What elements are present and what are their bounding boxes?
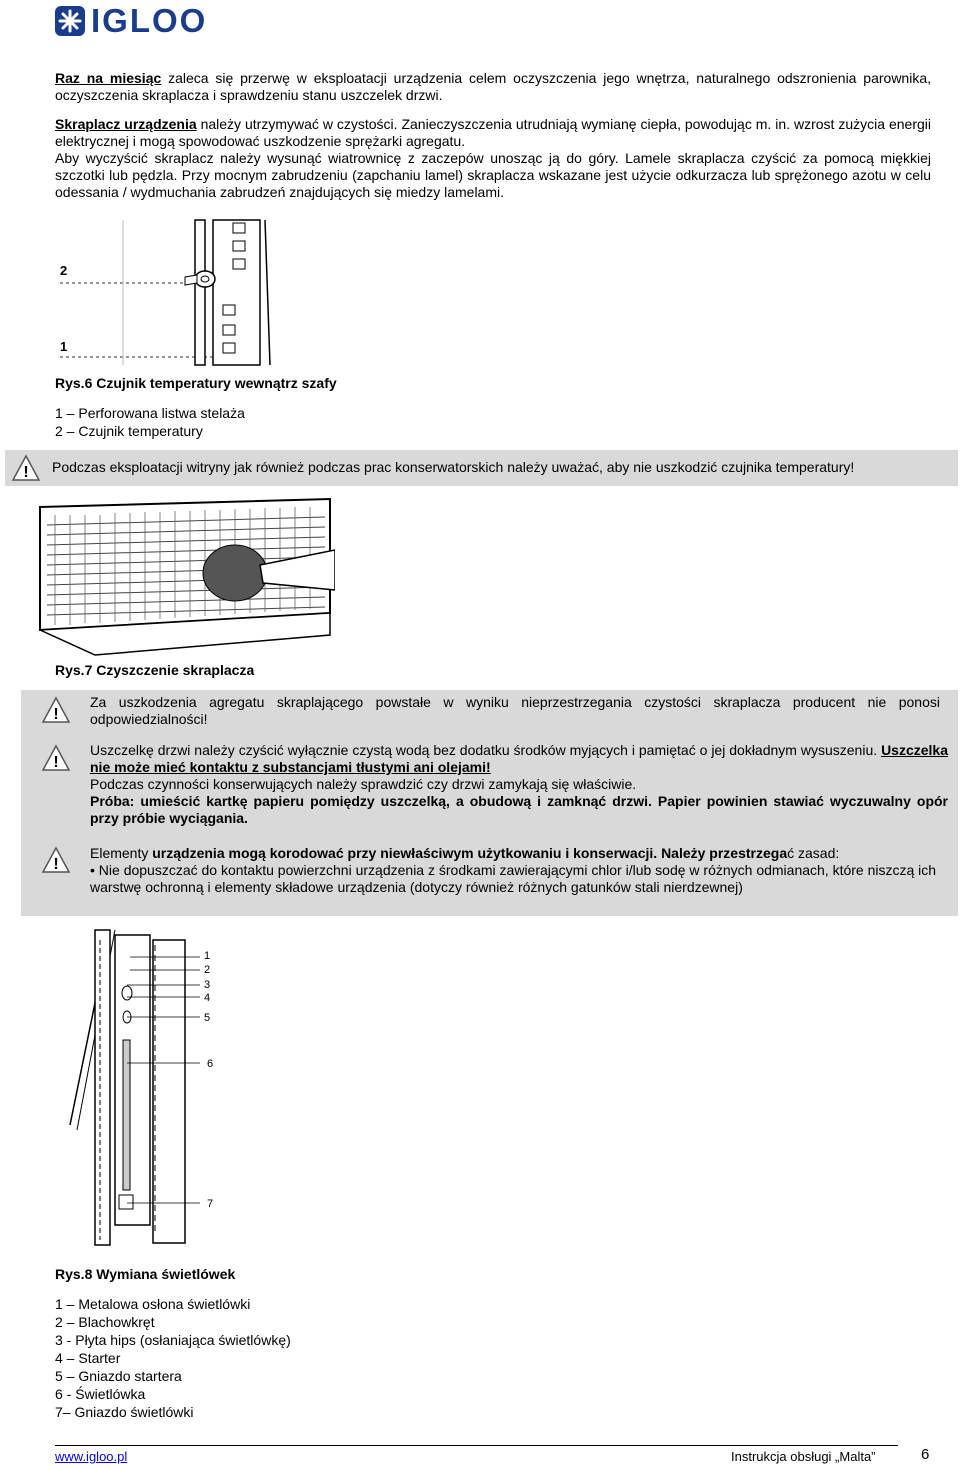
legend-item: 1 – Metalowa osłona świetlówki	[55, 1296, 251, 1312]
footer-rule	[55, 1445, 898, 1446]
logo-text: IGLOO	[91, 2, 208, 39]
paragraph-text: Przy mocnym zabrudzeniu (zapchaniu lamel) skraplacza wskazane jest użycie odkurzacza lub sprężonego azotu w celu odessania / wydmuchania zabrudzeń znajdujących się miedzy lamelami.	[55, 167, 931, 200]
paragraph-monthly	[55, 70, 931, 104]
footer-link[interactable]: www.igloo.pl	[55, 1449, 128, 1464]
figure-8-legend	[55, 1295, 291, 1421]
warning-icon	[41, 744, 71, 772]
fluorescent-lamp-illustration	[55, 925, 225, 1255]
callout-5: 5	[204, 1012, 211, 1024]
callout-4: 4	[204, 992, 211, 1004]
figure-8-caption	[55, 1266, 235, 1282]
callout-2: 2	[204, 964, 211, 976]
caption-number: Rys.8	[55, 1266, 93, 1282]
page-number: 6	[921, 1446, 930, 1463]
paragraph-text: należy utrzymywać w czystości. Zanieczyszczenia utrudniają wymianę ciepła, powodując m. in. wzrost zużycia energii elektrycznej i mogą spowodować uszkodzenie sprężarki agregatu.	[55, 116, 931, 149]
gasket-test-text: Próba: umieścić kartkę papieru pomiędzy uszczelką, a obudową i zamknąć drzwi. Papier powinien stawiać wyczuwalny opór przy próbie wyciągania.	[90, 793, 948, 826]
temperature-sensor-illustration	[55, 215, 280, 367]
legend-item: 2 – Czujnik temperatury	[55, 423, 203, 439]
corrosion-bullet: • Nie dopuszczać do kontaktu powierzchni urządzenia z środkami zawierającymi chlor i/lub sodę w różnych odmianach, które niszczą ich warstwę ochronną i elementy składowe urządzenia (dotyczy również różnych gatunków stali nierdzewnej)	[90, 862, 937, 895]
figure-7-caption	[55, 662, 254, 678]
callout-2: 2	[60, 263, 68, 278]
warning-text-condenser: Za uszkodzenia agregatu skraplającego powstałe w wyniku nieprzestrzegania czystości skraplacza producent nie ponosi odpowiedzialności!	[90, 694, 940, 727]
svg-text:!: !	[53, 856, 59, 873]
figure-6-legend	[55, 404, 245, 440]
warnings-block	[21, 690, 958, 916]
svg-text:!: !	[53, 754, 59, 771]
paragraph-lead: Raz na miesiąc	[55, 70, 162, 86]
callout-7: 7	[207, 1198, 214, 1210]
warning-text-corrosion	[90, 845, 948, 896]
figure-6-caption	[55, 375, 337, 391]
footer-title: Instrukcja obsługi „Malta”	[731, 1449, 876, 1464]
callout-1: 1	[60, 339, 68, 354]
svg-text:!: !	[53, 706, 59, 723]
warning-text: Podczas eksploatacji witryny jak również podczas prac konserwatorskich należy uważać, aby nie uszkodzić czujnika temperatury!	[52, 459, 855, 475]
caption-number: Rys.6	[55, 375, 93, 391]
warning-icon	[41, 846, 71, 874]
logo	[55, 2, 255, 39]
legend-item: 7– Gniazdo świetlówki	[55, 1404, 194, 1420]
callout-1: 1	[204, 950, 211, 962]
gasket-text: Uszczelkę drzwi należy czyścić wyłącznie czystą wodą bez dodatku środków myjących i pamiętać o jej dokładnym wysuszeniu.	[90, 742, 882, 758]
warning-text-gasket	[90, 742, 948, 827]
corrosion-text-end: ć zasad:	[787, 845, 840, 861]
caption-text: Czujnik temperatury wewnątrz szafy	[92, 375, 337, 391]
caption-text: Czyszczenie skraplacza	[92, 662, 255, 678]
corrosion-text: Elementy	[90, 845, 153, 861]
legend-item: 6 - Świetlówka	[55, 1386, 146, 1402]
caption-number: Rys.7	[55, 662, 93, 678]
legend-item: 3 - Płyta hips (osłaniająca świetlówkę)	[55, 1332, 291, 1348]
caption-text: Wymiana świetlówek	[92, 1266, 236, 1282]
paragraph-text: Aby wyczyścić skraplacz należy wysunąć wiatrownicę z zaczepów unosząc ją do góry. Lamele skraplacza czyścić za pomocą miękkiej szczotki lub pędzla.	[55, 150, 931, 183]
gasket-emphasis: Uszczelka nie może mieć kontaktu z substancjami tłustymi ani olejami!	[90, 742, 948, 775]
paragraph-condenser	[55, 116, 931, 201]
warning-icon	[41, 696, 71, 724]
callout-6: 6	[207, 1058, 214, 1070]
legend-item: 4 – Starter	[55, 1350, 121, 1366]
legend-item: 2 – Blachowkręt	[55, 1314, 155, 1330]
corrosion-emphasis: urządzenia mogą korodować przy niewłaściwym użytkowaniu i konserwacji. Należy przestrzega	[152, 845, 788, 861]
legend-item: 1 – Perforowana listwa stelaża	[55, 405, 245, 421]
snowflake-logo-icon	[55, 6, 85, 36]
callout-3: 3	[204, 979, 211, 991]
warning-icon	[11, 454, 41, 482]
gasket-check-text: Podczas czynności konserwujących należy sprawdzić czy drzwi zamykają się właściwie.	[90, 776, 637, 792]
paragraph-lead: Skraplacz urządzenia	[55, 116, 197, 132]
condenser-cleaning-illustration	[35, 495, 335, 660]
svg-text:!: !	[23, 464, 29, 481]
legend-item: 5 – Gniazdo startera	[55, 1368, 182, 1384]
warning-banner	[5, 450, 958, 486]
paragraph-text: zaleca się przerwę w eksploatacji urządzenia celem oczyszczenia jego wnętrza, naturalnego odszronienia parownika, oczyszczenia skraplacza i sprawdzeniu stanu uszczelek drzwi.	[55, 70, 932, 103]
